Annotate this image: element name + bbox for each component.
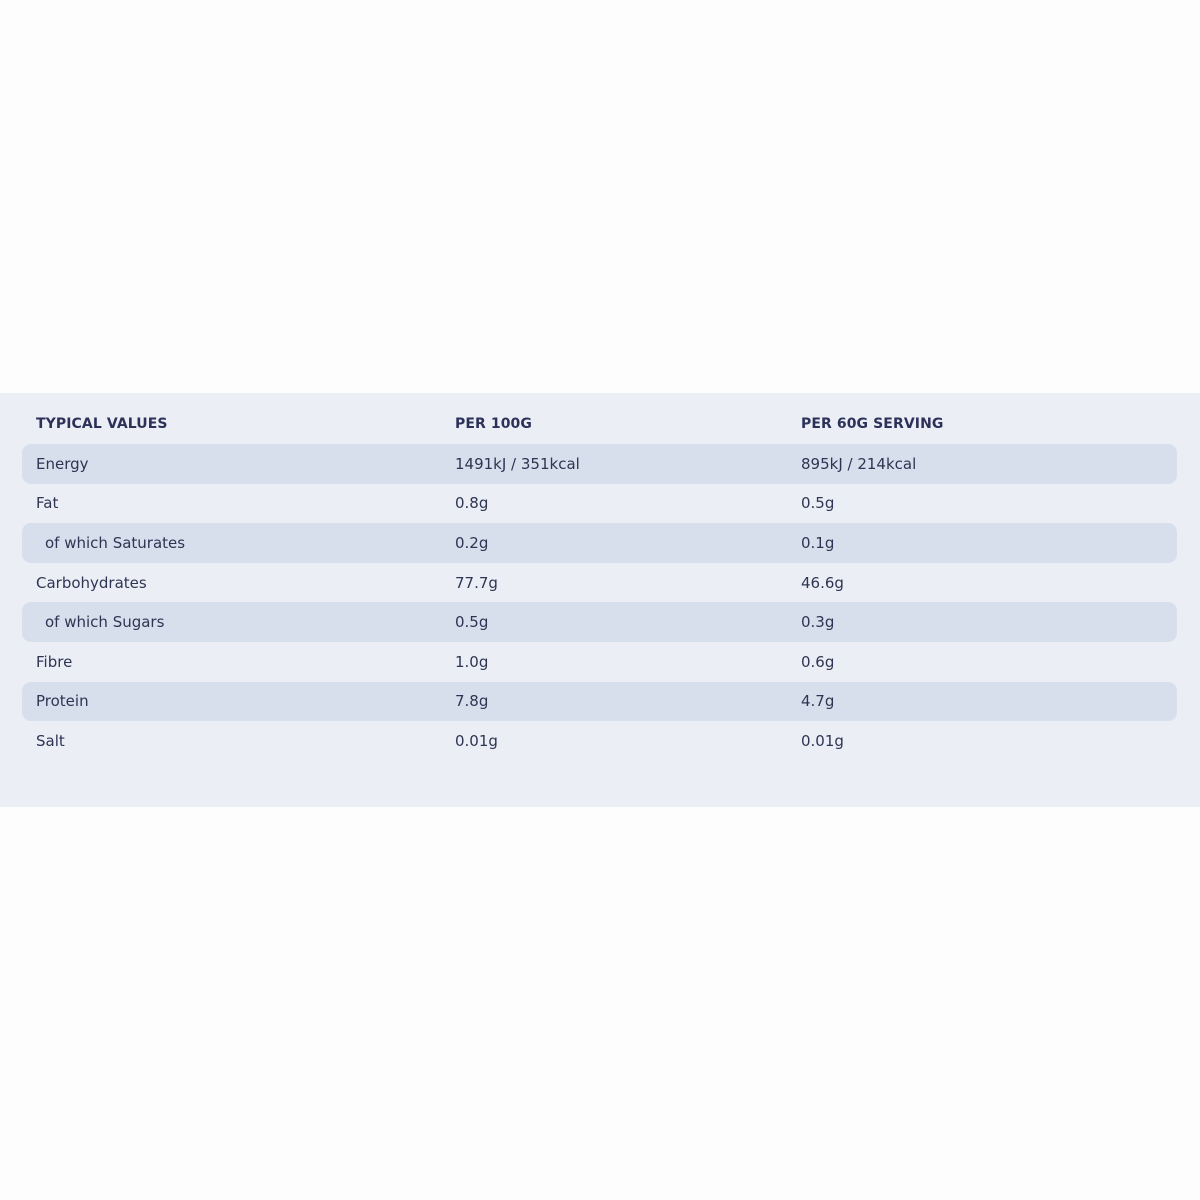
table-row-energy xyxy=(22,444,1177,484)
row-per-100g: 0.01g xyxy=(455,731,498,750)
row-label: Protein xyxy=(36,692,89,711)
row-label: Carbohydrates xyxy=(36,573,147,592)
row-label: Salt xyxy=(36,731,65,750)
row-per-serving: 0.5g xyxy=(801,494,835,513)
row-label: of which Sugars xyxy=(45,613,165,632)
row-per-serving: 0.01g xyxy=(801,731,844,750)
row-per-100g: 77.7g xyxy=(455,573,498,592)
row-per-100g: 7.8g xyxy=(455,692,489,711)
nutrition-table xyxy=(22,404,1177,761)
row-per-100g: 0.2g xyxy=(455,533,489,552)
row-label: Energy xyxy=(36,454,89,473)
table-row-fat xyxy=(22,484,1177,524)
table-row-carbohydrates xyxy=(22,563,1177,603)
row-per-100g: 1491kJ / 351kcal xyxy=(455,454,580,473)
table-row-sugars xyxy=(22,602,1177,642)
row-label: Fat xyxy=(36,494,59,513)
table-row-saturates xyxy=(22,523,1177,563)
row-per-serving: 46.6g xyxy=(801,573,844,592)
row-per-100g: 0.5g xyxy=(455,613,489,632)
row-per-serving: 4.7g xyxy=(801,692,835,711)
row-per-serving: 895kJ / 214kcal xyxy=(801,454,917,473)
row-per-serving: 0.1g xyxy=(801,533,835,552)
row-label: of which Saturates xyxy=(45,533,186,552)
header-typical-values: TYPICAL VALUES xyxy=(36,416,168,432)
row-per-serving: 0.3g xyxy=(801,613,835,632)
header-per-100g: PER 100G xyxy=(455,416,532,432)
table-row-fibre xyxy=(22,642,1177,682)
row-per-serving: 0.6g xyxy=(801,652,835,671)
table-row-salt xyxy=(22,721,1177,761)
table-header-row xyxy=(22,404,1177,444)
header-per-serving: PER 60G SERVING xyxy=(801,416,944,432)
row-per-100g: 0.8g xyxy=(455,494,489,513)
row-label: Fibre xyxy=(36,652,73,671)
table-row-protein xyxy=(22,682,1177,722)
row-per-100g: 1.0g xyxy=(455,652,489,671)
